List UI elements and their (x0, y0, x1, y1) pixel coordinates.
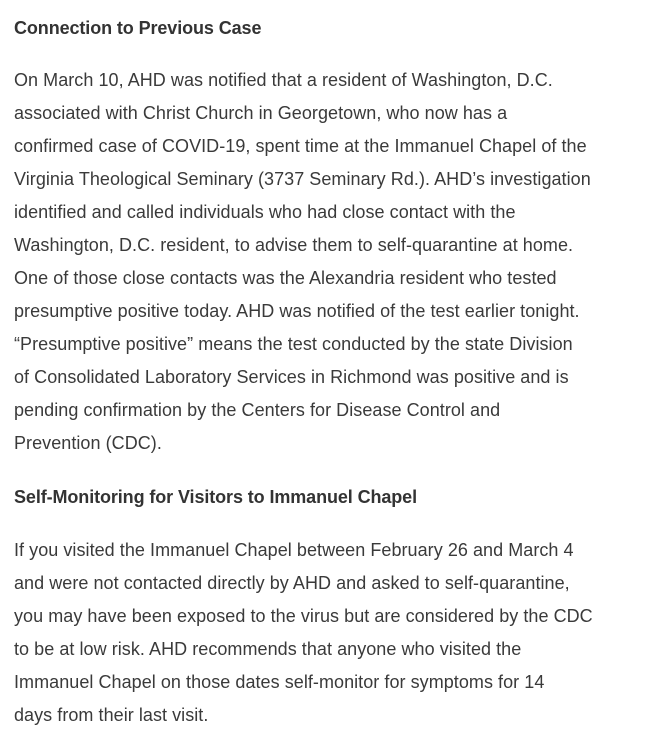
paragraph-line: presumptive positive today. AHD was notified of the test earlier tonight. (14, 301, 580, 321)
paragraph-line: If you visited the Immanuel Chapel between February 26 and March 4 (14, 540, 574, 560)
paragraph-line: you may have been exposed to the virus but are considered by the CDC (14, 606, 593, 626)
paragraph-line: pending confirmation by the Centers for Disease Control and (14, 400, 501, 420)
paragraph-line: of Consolidated Laboratory Services in Richmond was positive and is (14, 367, 569, 387)
section-heading-self-monitoring: Self-Monitoring for Visitors to Immanuel Chapel (14, 487, 417, 507)
paragraph-line: Virginia Theological Seminary (3737 Seminary Rd.). AHD’s investigation (14, 169, 591, 189)
paragraph-line: associated with Christ Church in Georgetown, who now has a (14, 103, 508, 123)
paragraph-line: Prevention (CDC). (14, 433, 162, 453)
section-paragraph-connection (14, 64, 591, 460)
paragraph-line: days from their last visit. (14, 705, 209, 725)
paragraph-line: On March 10, AHD was notified that a resident of Washington, D.C. (14, 70, 553, 90)
paragraph-line: to be at low risk. AHD recommends that anyone who visited the (14, 639, 522, 659)
paragraph-line: identified and called individuals who had close contact with the (14, 202, 516, 222)
paragraph-line: and were not contacted directly by AHD and asked to self-quarantine, (14, 573, 570, 593)
paragraph-line: One of those close contacts was the Alexandria resident who tested (14, 268, 557, 288)
paragraph-line: Immanuel Chapel on those dates self-monitor for symptoms for 14 (14, 672, 545, 692)
paragraph-line: Washington, D.C. resident, to advise them to self-quarantine at home. (14, 235, 574, 255)
paragraph-line: confirmed case of COVID-19, spent time at the Immanuel Chapel of the (14, 136, 587, 156)
paragraph-line: “Presumptive positive” means the test conducted by the state Division (14, 334, 573, 354)
section-paragraph-self-monitoring (14, 534, 593, 732)
section-heading-connection: Connection to Previous Case (14, 18, 262, 38)
